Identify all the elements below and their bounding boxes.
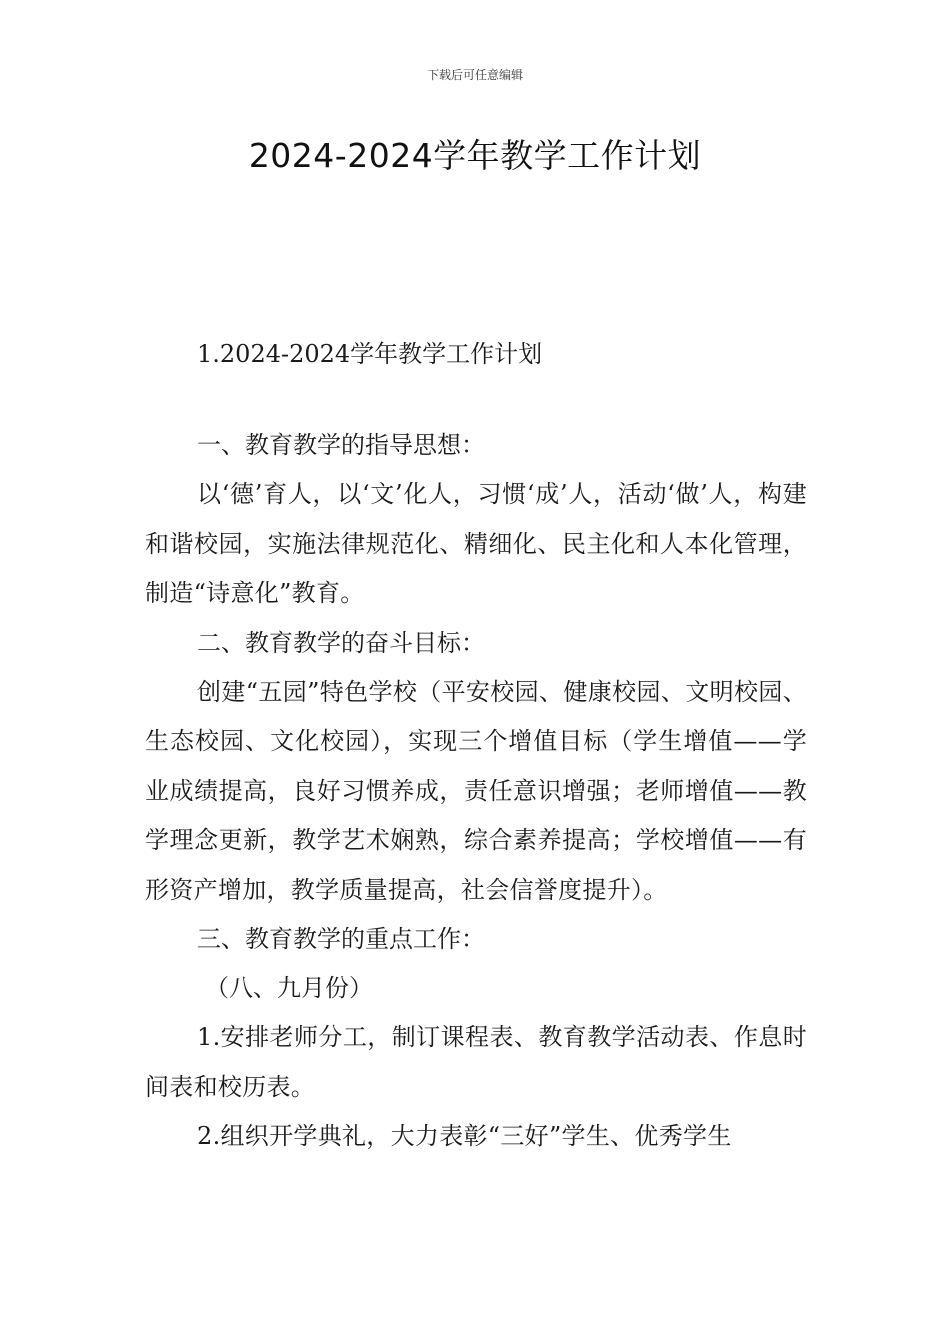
- section-3-heading: 三、教育教学的重点工作：: [197, 925, 485, 953]
- section-1-heading: 一、教育教学的指导思想：: [197, 431, 485, 459]
- document-body: [145, 330, 807, 1162]
- section-2-heading: 二、教育教学的奋斗目标：: [197, 628, 485, 657]
- section-1-body: 以‘德’育人，以‘文’化人，习惯‘成’人，活动‘做’人，构建和谐校园，实施法律规范化、精细化、民主化和人本化管理，制造“诗意化”教育。: [145, 480, 807, 607]
- section-subtitle: 1.2024-2024学年教学工作计划: [197, 340, 543, 368]
- section-2-body: 创建“五园”特色学校（平安校园、健康校园、文明校园、生态校园、文化校园），实现三个增值目标（学生增值——学业成绩提高，良好习惯养成，责任意识增强；老师增值——教学理念更新，教学艺术娴熟，综合素养提高；学校增值——有形资产增加，教学质量提高，社会信誉度提升）。: [145, 677, 807, 904]
- document-title: 2024-2024学年教学工作计划: [248, 136, 702, 175]
- list-item-2: 2.组织开学典礼，大力表彰“三好”学生、优秀学生: [197, 1122, 732, 1150]
- section-3-period: （八、九月份）: [205, 974, 373, 1002]
- list-item-1: 1.安排老师分工，制订课程表、教育教学活动表、作息时间表和校历表。: [145, 1023, 807, 1101]
- header-note: 下载后可任意编辑: [426, 68, 523, 82]
